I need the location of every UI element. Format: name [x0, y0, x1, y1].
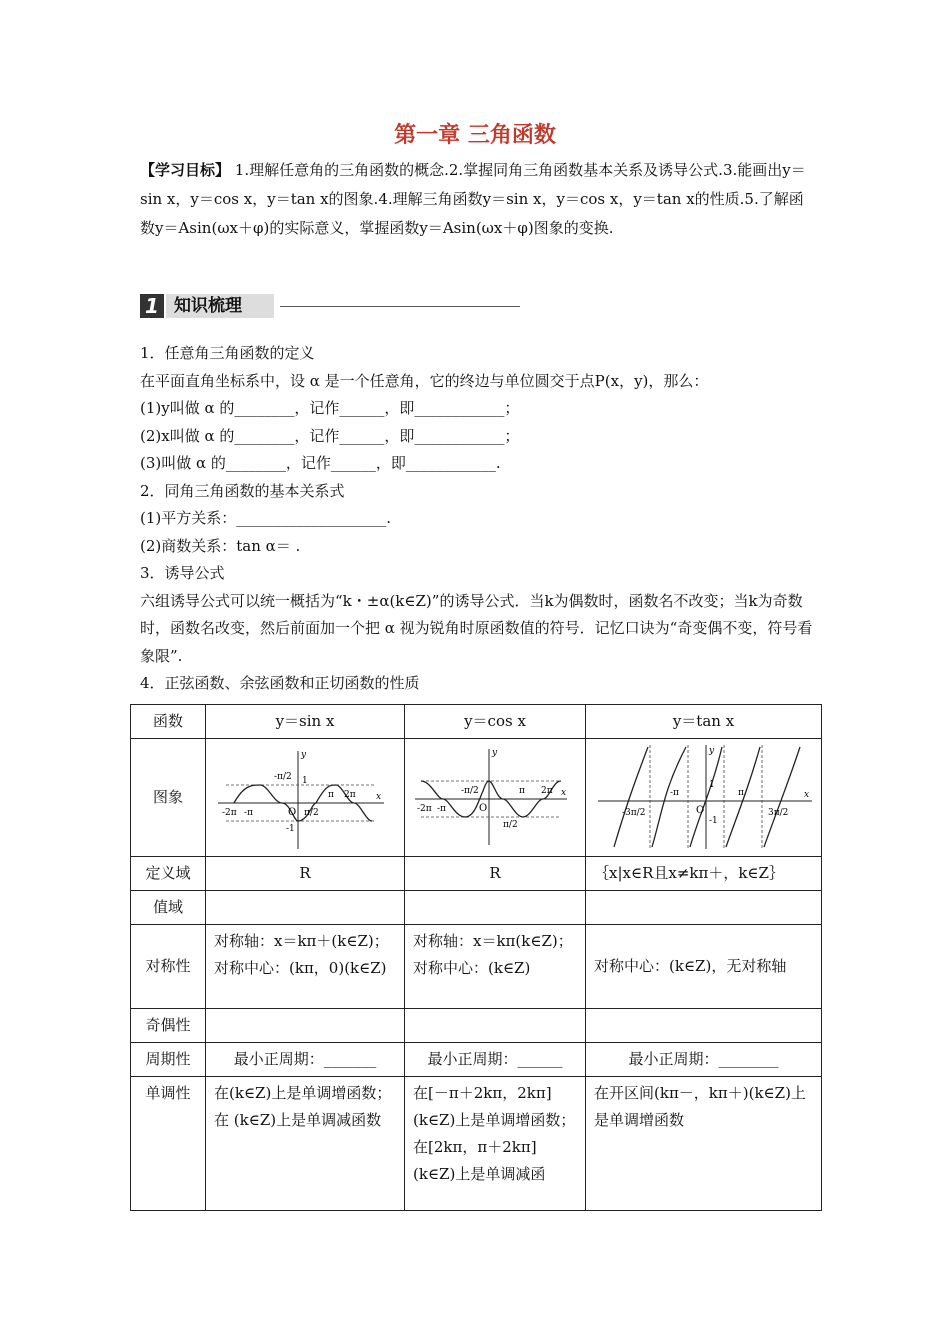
section-header	[140, 292, 520, 320]
tan-branch	[614, 747, 648, 847]
tick-label: -2π	[222, 808, 237, 818]
tick-label: 3π/2	[768, 808, 789, 818]
table-cell	[405, 891, 586, 925]
row-label: 值域	[131, 891, 206, 925]
line-quotient-relation: (2)商数关系：tan α＝ .	[140, 536, 301, 555]
knowledge-body	[140, 340, 820, 698]
tick-label: -1	[709, 816, 718, 826]
header-cell: 函数	[131, 705, 206, 739]
row-label: 对称性	[131, 925, 206, 1009]
table-cell: 在开区间(kπ－，kπ＋)(k∈Z)上是单调增函数	[586, 1077, 822, 1211]
section-rule	[280, 306, 520, 307]
tan-graph	[586, 739, 822, 857]
axis-label: x	[376, 792, 382, 802]
axis-label: x	[804, 790, 810, 800]
header-cell: y＝tan x	[586, 705, 822, 739]
table-cell: R	[405, 857, 586, 891]
tick-label: 2π	[541, 786, 553, 796]
cos-graph	[405, 739, 586, 857]
table-row	[131, 1043, 822, 1077]
heading-definition: 1．任意角三角函数的定义	[140, 344, 315, 362]
page-title: 第一章 三角函数	[394, 123, 556, 148]
paragraph-induction: 六组诱导公式可以统一概括为“k・±α(k∈Z)”的诱导公式．当k为偶数时，函数名不改变；当k为奇数时，函数名改变，然后前面加一个把 α 视为锐角时原函数值的符号．记忆口诀为“奇变偶不变，符号看象限”.	[140, 591, 813, 665]
tan-branch	[652, 747, 686, 847]
heading-relations: 2．同角三角函数的基本关系式	[140, 481, 345, 500]
table-cell: 最小正周期：_______	[206, 1043, 405, 1077]
table-cell: 对称中心：(k∈Z)，无对称轴	[586, 925, 822, 1009]
tick-label: -π	[670, 788, 679, 798]
table-header-row	[131, 705, 822, 739]
tick-label: 1	[709, 780, 715, 790]
tan-branch	[764, 747, 800, 847]
tick-label: 2π	[344, 790, 356, 800]
table-cell	[586, 1009, 822, 1043]
row-label: 周期性	[131, 1043, 206, 1077]
objectives-tag: 【学习目标】	[140, 161, 231, 179]
learning-objectives	[140, 156, 812, 243]
row-label: 定义域	[131, 857, 206, 891]
tick-label: -3π/2	[622, 808, 646, 818]
line-cosine-def: (2)x叫做 α 的________，记作______，即____________；	[140, 426, 520, 445]
properties-table	[130, 704, 822, 1211]
section-number: 1	[140, 294, 164, 318]
table-cell	[206, 891, 405, 925]
tick-label: -2π	[417, 804, 432, 814]
table-row	[131, 925, 822, 1009]
table-cell: 最小正周期：________	[586, 1043, 822, 1077]
row-label: 图象	[131, 739, 206, 857]
objectives-text: 1.理解任意角的三角函数的概念.2.掌握同角三角函数基本关系及诱导公式.3.能画出y＝sin x，y＝cos x，y＝tan x的图象.4.理解三角函数y＝sin x，y＝cos x，y＝tan x的性质.5.了解函数y＝Asin(ωx＋φ)的实际意义，掌握函数y＝Asin(ωx＋φ)图象的变换.	[140, 161, 806, 237]
axis-label: y	[492, 748, 498, 758]
tick-label: π/2	[304, 808, 319, 818]
header-cell: y＝sin x	[206, 705, 405, 739]
table-cell: 在[－π＋2kπ，2kπ](k∈Z)上是单调增函数；在[2kπ，π＋2kπ](k∈Z)上是单调减函	[405, 1077, 586, 1211]
table-cell	[206, 1009, 405, 1043]
tick-label: π	[328, 790, 334, 800]
tick-label: -π/2	[461, 786, 479, 796]
tick-label: -π	[244, 808, 253, 818]
tick-label: -π/2	[274, 772, 292, 782]
header-cell: y＝cos x	[405, 705, 586, 739]
axis-label: x	[561, 788, 567, 798]
line-square-relation: (1)平方关系：____________________.	[140, 509, 392, 527]
table-cell: R	[206, 857, 405, 891]
tick-label: -π	[437, 804, 446, 814]
tick-label: π/2	[503, 820, 518, 830]
table-cell: 最小正周期：______	[405, 1043, 586, 1077]
table-row	[131, 1009, 822, 1043]
tick-label: O	[288, 807, 297, 818]
axis-label: y	[301, 750, 307, 760]
table-row	[131, 1077, 822, 1211]
section-label: 知识梳理	[166, 294, 274, 318]
table-cell: 对称轴：x＝kπ＋(k∈Z)；对称中心：(kπ，0)(k∈Z)	[206, 925, 405, 1009]
axis-label: y	[709, 746, 715, 756]
tick-label: O	[479, 803, 488, 814]
table-cell: ｛x|x∈R且x≠kπ＋，k∈Z｝	[586, 857, 822, 891]
paragraph-definition: 在平面直角坐标系中，设 α 是一个任意角，它的终边与单位圆交于点P(x，y)，那么：	[140, 371, 709, 390]
line-sine-def: (1)y叫做 α 的________，记作______，即____________；	[140, 399, 520, 417]
table-row-graph	[131, 739, 822, 857]
tick-label: -1	[286, 824, 295, 834]
heading-induction: 3．诱导公式	[140, 564, 225, 582]
sin-graph	[206, 739, 405, 857]
table-row	[131, 891, 822, 925]
table-cell	[405, 1009, 586, 1043]
table-cell: 在(k∈Z)上是单调增函数；在 (k∈Z)上是单调减函数	[206, 1077, 405, 1211]
table-row	[131, 857, 822, 891]
line-tangent-def: (3)叫做 α 的________，记作______，即____________.	[140, 454, 501, 472]
heading-properties: 4．正弦函数、余弦函数和正切函数的性质	[140, 674, 420, 692]
tick-label: O	[696, 805, 705, 816]
tick-label: π	[519, 786, 525, 796]
row-label: 单调性	[131, 1077, 206, 1211]
table-cell: 对称轴：x＝kπ(k∈Z)；对称中心：(k∈Z)	[405, 925, 586, 1009]
tick-label: π	[738, 788, 744, 798]
table-cell	[586, 891, 822, 925]
row-label: 奇偶性	[131, 1009, 206, 1043]
tick-label: 1	[302, 776, 308, 786]
